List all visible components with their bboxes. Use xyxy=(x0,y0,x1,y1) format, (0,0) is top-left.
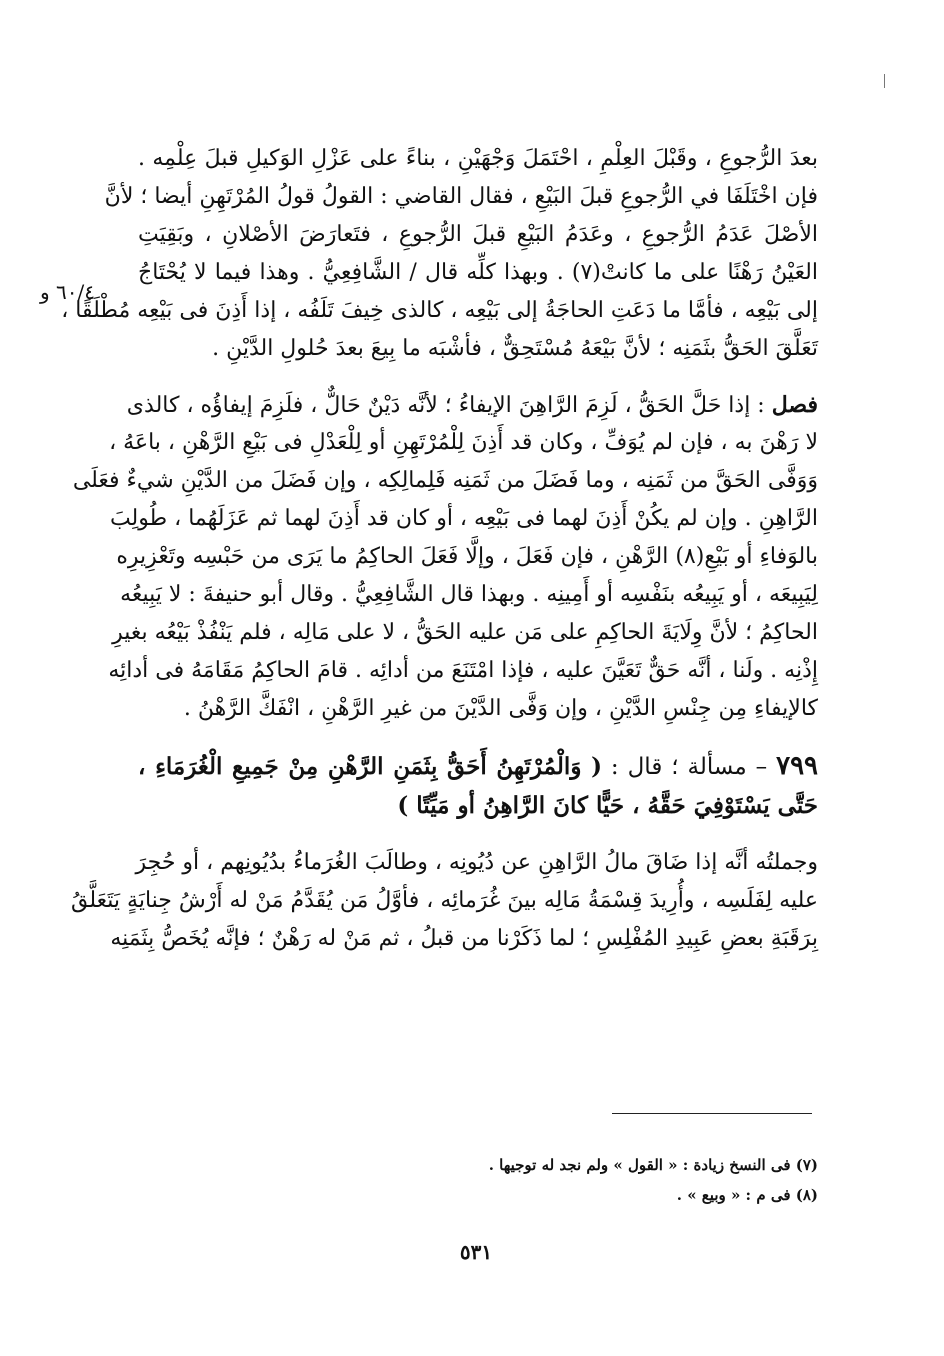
text-line: وَوَفَّى الحَقَّ من ثَمَنِه ، وما فَضَلَ من ثَمَنِه فَلِمالِكِه ، وإن فَضَلَ من الدَّيْنِ شيءٌ فعَلَى xyxy=(72,468,818,493)
text-line: وجملتُه أنَّه إذا ضَاقَ مالُ الرَّاهِنِ عن دُيُونِه ، وطالَبَ الغُرَماءُ بدُيُونِهم ، أو حُجِرَ xyxy=(135,850,818,875)
footnote-7: (٧) فى النسخ زيادة : « القول » ولم نجد له توجيها . xyxy=(488,1156,818,1174)
text-line: بِرَقَبَةِ بعضِ عَبِيدِ المُفْلِسِ ؛ لما ذَكَرْنا من قبلُ ، ثم مَنْ له رَهْنٌ ؛ فإنَّه يُخَصُّ بِثَمَنِه xyxy=(110,926,818,951)
masala-text: ( وَالْمُرْتَهِنُ أَحَقُّ بِثَمَنِ الرَّهْنِ مِنْ جَمِيعِ الْغُرَمَاءِ ، xyxy=(138,753,602,780)
text-line: لا رَهْنَ به ، فإن لم يُوَفِّ ، وكان قد أَذِنَ لِلْمُرْتَهِنِ أو لِلْعَدْلِ فى بَيْعِ الرَّهْنِ ، باعَهُ ، xyxy=(109,430,818,455)
text-line: إلى بَيْعِه ، فأمَّا ما دَعَتِ الحاجَةُ إلى بَيْعِه ، كالذى خِيفَ تَلَفُه ، إذا أَذِنَ فى بَيْعِه مُطْلَقًا ، xyxy=(61,298,818,323)
manuscript-folio-note: ٦٠/٤ و xyxy=(40,280,95,304)
page-number: ٥٣١ xyxy=(459,1240,493,1264)
paragraph-2 xyxy=(72,386,818,728)
text-span: : إذا حَلَّ الحَقُّ ، لَزِمَ الرَّاهِنَ الإيفاءُ ؛ لأنَّه دَيْنٌ حَالٌّ ، فلَزِمَ إيفاؤُه ، كالذى xyxy=(126,393,765,418)
footnotes xyxy=(300,1150,818,1210)
masala-heading xyxy=(138,746,818,826)
masala-intro: – مسألة ؛ قال : xyxy=(610,754,768,780)
margin-tick xyxy=(884,74,885,88)
text-line: فإن اخْتَلَفَا في الرُّجوعِ قبلَ البَيْعِ ، فقال القاضي : القولُ قولُ المُرْتَهِنِ أيضا ؛ لأنَّ xyxy=(104,184,818,209)
text-line: بالوَفاءِ أو بَيْعِ(٨) الرَّهْنِ ، فإن فَعَلَ ، وإلَّا فَعَلَ الحاكِمُ ما يَرَى من حَبْسِه وتَعْزِيرِه xyxy=(116,544,818,569)
text-line: الحاكِمُ ؛ لأنَّ وِلَايَةَ الحاكِمِ على مَن عليه الحَقُّ ، لا على مَالِه ، فلم يَنْفُذْ بَيْعُه بغيرِ xyxy=(112,620,818,645)
masala-line-1 xyxy=(138,746,818,786)
paragraph-3 xyxy=(71,844,818,958)
footnote-8: (٨) فى م : « وبيع » . xyxy=(676,1186,818,1204)
text-line: العَيْنُ رَهْنًا على ما كانتْ(٧) . وبهذا كلِّه قال / الشَّافِعِيُّ . وهذا فيما لا يُحْتَاجُ xyxy=(138,260,818,285)
text-line: إِذْنِه . ولَنا ، أنَّه حَقٌّ تَعَيَّنَ عليه ، فإذا امْتَنَعَ من أدائِه . قامَ الحاكِمُ مَقَامَهُ فى أدائِه xyxy=(108,658,818,683)
text-line: عليه لِفَلَسِه ، وأُرِيدَ قِسْمَةُ مَالِه بينَ غُرَمائِه ، فأوَّلُ مَن يُقَدَّمُ مَنْ له أَرْشُ جِنايَةٍ يَتَعَلَّقُ xyxy=(71,888,818,913)
text-line: تَعَلَّقَ الحَقُّ بثَمَنِه ؛ لأنَّ بَيْعَهُ مُسْتَحِقٌّ ، فأشْبَه ما بِيعَ بعدَ حُلولِ الدَّيْنِ . xyxy=(212,336,818,361)
fasl-heading: فصل xyxy=(771,392,818,418)
text-line-fasl xyxy=(126,386,818,424)
text-line: بعدَ الرُّجوعِ ، وقَبْلَ العِلْمِ ، احْتَمَلَ وَجْهَيْنِ ، بناءً على عَزْلِ الوَكيلِ قبلَ عِلْمِه . xyxy=(138,146,818,171)
text-line: لِيَبِيعَه ، أو يَبِيعُه بنَفْسِه أو أَمِينِه . وبهذا قال الشَّافِعِيُّ . وقال أبو حنيفةَ : لا يَبِيعُه xyxy=(120,582,818,607)
footnote-separator xyxy=(612,1113,812,1114)
text-line: كالإيفاءِ مِن جِنْسِ الدَّيْنِ ، وإن وَفَّى الدَّيْنَ من غيرِ الرَّهْنِ ، انْفَكَّ الرَّهْنُ . xyxy=(183,696,818,721)
masala-number: ٧٩٩ xyxy=(776,751,819,781)
text-line: الرَّاهِنِ . وإن لم يكُنْ أَذِنَ لهما فى بَيْعِه ، أو كان قد أَذِنَ لهما ثم عَزَلَهُما ، طُولِبَ xyxy=(109,506,818,531)
masala-line-2: حَتَّى يَسْتَوْفِيَ حَقَّهُ ، حَيًّا كانَ الرَّاهِنُ أو مَيِّتًا ) xyxy=(397,792,818,819)
text-line: الأصْلَ عَدَمُ الرُّجوعِ ، وعَدَمُ البَيْعِ قبلَ الرُّجوعِ ، فتَعارَضَ الأصْلانِ ، وبَقِيَتِ xyxy=(138,222,818,247)
